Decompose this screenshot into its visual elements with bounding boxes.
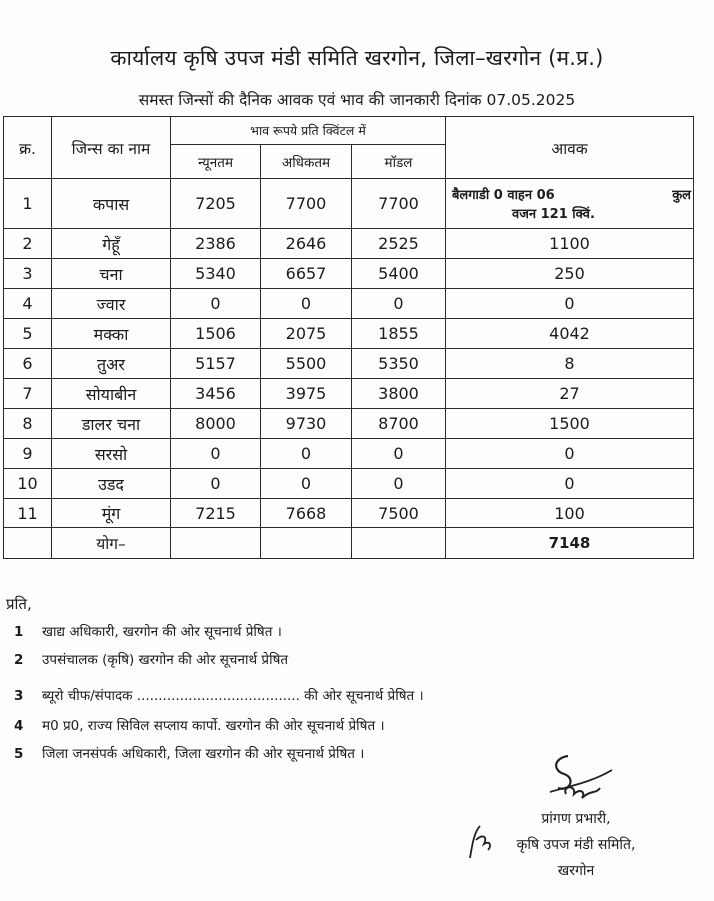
commodity-name-cell: चना <box>52 259 171 289</box>
commodity-name-cell: तुअर <box>52 349 171 379</box>
arrival-detail-line2: वजन 121 क्विं. <box>512 207 595 222</box>
modal-price-cell: 3800 <box>352 379 446 409</box>
header-commodity-name: जिन्स का नाम <box>52 117 171 179</box>
report-subtitle: समस्त जिन्सों की दैनिक आवक एवं भाव की जानकारी दिनांक 07.05.2025 <box>138 91 576 109</box>
distribution-item <box>14 716 694 734</box>
modal-price-cell: 0 <box>352 289 446 319</box>
max-price-cell: 6657 <box>261 259 352 289</box>
modal-price-cell: 0 <box>352 439 446 469</box>
modal-price-cell: 8700 <box>352 409 446 439</box>
modal-price-cell: 5350 <box>352 349 446 379</box>
distribution-item-number: 2 <box>14 652 24 668</box>
modal-price-cell: 7500 <box>352 499 446 528</box>
distribution-item <box>14 686 694 704</box>
distribution-item <box>14 622 694 640</box>
min-price-cell: 5157 <box>171 349 261 379</box>
table-row <box>4 379 694 409</box>
commodity-name-cell: मक्का <box>52 319 171 349</box>
max-price-cell: 5500 <box>261 349 352 379</box>
arrival-cell: 0 <box>446 439 694 469</box>
office-title: कार्यालय कृषि उपज मंडी समिति खरगोन, जिला–खरगोन (म.प्र.) <box>110 46 604 70</box>
arrival-detail-kul: कुल <box>672 188 691 203</box>
modal-price-cell: 2525 <box>352 229 446 259</box>
arrival-cell: 8 <box>446 349 694 379</box>
serial-cell: 3 <box>4 259 52 289</box>
max-price-cell: 2075 <box>261 319 352 349</box>
distribution-item-text: ब्यूरो चीफ/संपादक ...................................... की ओर सूचनार्थ प्रेषित । <box>42 688 424 704</box>
table-row <box>4 469 694 499</box>
arrival-cell: 100 <box>446 499 694 528</box>
distribution-item-number: 3 <box>14 688 24 704</box>
table-row <box>4 259 694 289</box>
min-price-cell: 2386 <box>171 229 261 259</box>
signatory-place: खरगोन <box>557 863 595 879</box>
total-empty-cell <box>261 528 352 559</box>
signatory-office: कृषि उपज मंडी समिति, <box>516 837 636 853</box>
commodity-name-cell: सरसो <box>52 439 171 469</box>
table-row <box>4 179 694 229</box>
arrival-cell: 0 <box>446 289 694 319</box>
max-price-cell: 0 <box>261 439 352 469</box>
distribution-item-text: उपसंचालक (कृषि) खरगोन की ओर सूचनार्थ प्रेषित <box>42 652 289 668</box>
total-label: योग– <box>52 528 171 559</box>
min-price-cell: 7215 <box>171 499 261 528</box>
total-empty-cell <box>171 528 261 559</box>
min-price-cell: 0 <box>171 469 261 499</box>
commodity-name-cell: गेहूँ <box>52 229 171 259</box>
table-row <box>4 229 694 259</box>
arrival-cell: 1100 <box>446 229 694 259</box>
signatory-title: प्रांगण प्रभारी, <box>541 811 611 827</box>
min-price-cell: 0 <box>171 289 261 319</box>
max-price-cell: 2646 <box>261 229 352 259</box>
table-row <box>4 319 694 349</box>
table-row <box>4 349 694 379</box>
distribution-item-number: 5 <box>14 746 24 762</box>
arrival-detail-cell <box>446 179 694 229</box>
total-row <box>4 528 694 559</box>
max-price-cell: 7668 <box>261 499 352 528</box>
signature-block <box>476 806 676 884</box>
arrival-cell: 0 <box>446 469 694 499</box>
serial-cell: 11 <box>4 499 52 528</box>
commodity-rates-table <box>3 116 694 559</box>
modal-price-cell: 5400 <box>352 259 446 289</box>
header-max: अधिकतम <box>261 145 352 179</box>
signature-mark <box>540 748 620 808</box>
table-body <box>4 179 694 528</box>
commodity-name-cell: डालर चना <box>52 409 171 439</box>
min-price-cell: 7205 <box>171 179 261 229</box>
header-price-group: भाव रूपये प्रति क्विंटल में <box>171 117 446 145</box>
min-price-cell: 5340 <box>171 259 261 289</box>
distribution-heading: प्रति, <box>6 595 32 613</box>
table-row <box>4 499 694 528</box>
arrival-cell: 27 <box>446 379 694 409</box>
max-price-cell: 0 <box>261 469 352 499</box>
commodity-name-cell: उडद <box>52 469 171 499</box>
distribution-item-number: 4 <box>14 718 24 734</box>
serial-cell: 6 <box>4 349 52 379</box>
arrival-cell: 250 <box>446 259 694 289</box>
arrival-cell: 1500 <box>446 409 694 439</box>
min-price-cell: 1506 <box>171 319 261 349</box>
total-empty-cell <box>4 528 52 559</box>
header-modal: मॉडल <box>352 145 446 179</box>
header-serial: क्र. <box>4 117 52 179</box>
total-arrival-value: 7148 <box>446 528 694 559</box>
serial-cell: 1 <box>4 179 52 229</box>
table-row <box>4 409 694 439</box>
total-empty-cell <box>352 528 446 559</box>
serial-cell: 2 <box>4 229 52 259</box>
arrival-detail-line1: बैलगाडी 0 वाहन 06 <box>452 188 555 203</box>
modal-price-cell: 0 <box>352 469 446 499</box>
max-price-cell: 7700 <box>261 179 352 229</box>
arrival-cell: 4042 <box>446 319 694 349</box>
header-arrival: आवक <box>446 117 694 179</box>
serial-cell: 8 <box>4 409 52 439</box>
commodity-name-cell: ज्वार <box>52 289 171 319</box>
modal-price-cell: 1855 <box>352 319 446 349</box>
table-row <box>4 439 694 469</box>
max-price-cell: 3975 <box>261 379 352 409</box>
commodity-name-cell: कपास <box>52 179 171 229</box>
serial-cell: 4 <box>4 289 52 319</box>
distribution-item <box>14 650 694 668</box>
serial-cell: 7 <box>4 379 52 409</box>
modal-price-cell: 7700 <box>352 179 446 229</box>
distribution-item-text: खाद्य अधिकारी, खरगोन की ओर सूचनार्थ प्रेषित । <box>42 624 282 640</box>
min-price-cell: 8000 <box>171 409 261 439</box>
min-price-cell: 3456 <box>171 379 261 409</box>
commodity-name-cell: सोयाबीन <box>52 379 171 409</box>
distribution-item-text: जिला जनसंपर्क अधिकारी, जिला खरगोन की ओर सूचनार्थ प्रेषित । <box>42 746 365 762</box>
serial-cell: 9 <box>4 439 52 469</box>
serial-cell: 5 <box>4 319 52 349</box>
header-min: न्यूनतम <box>171 145 261 179</box>
table-row <box>4 289 694 319</box>
serial-cell: 10 <box>4 469 52 499</box>
distribution-item-number: 1 <box>14 624 24 640</box>
distribution-item-text: म0 प्र0, राज्य सिविल सप्लाय कार्पो. खरगोन की ओर सूचनार्थ प्रेषित । <box>42 718 385 734</box>
min-price-cell: 0 <box>171 439 261 469</box>
max-price-cell: 0 <box>261 289 352 319</box>
commodity-name-cell: मूंग <box>52 499 171 528</box>
max-price-cell: 9730 <box>261 409 352 439</box>
